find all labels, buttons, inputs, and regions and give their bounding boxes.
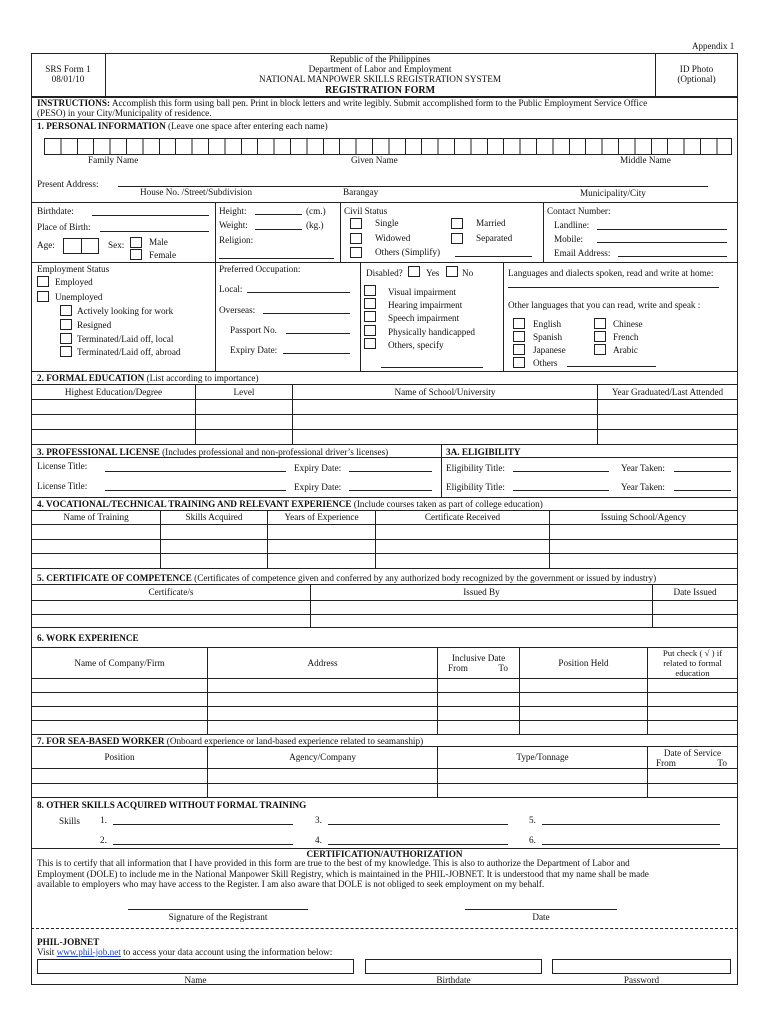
- license-expiry-field-1[interactable]: [349, 471, 432, 472]
- section-3-title: 3. PROFESSIONAL LICENSE: [37, 447, 160, 457]
- license-expiry-label-1: Expiry Date:: [294, 463, 342, 473]
- table-row[interactable]: [32, 769, 738, 784]
- section-3a-title: 3A. ELIGIBILITY: [446, 447, 521, 457]
- col-header: Name of Company/Firm: [32, 648, 208, 679]
- year-taken-field-1[interactable]: [674, 471, 731, 472]
- weight-label: Weight:: [219, 220, 248, 230]
- disabled-label: Disabled?: [366, 268, 403, 278]
- col-header: Years of Experience: [268, 511, 376, 525]
- col-header: Put check ( √ ) if: [662, 648, 723, 658]
- overseas-label: Overseas:: [219, 305, 256, 315]
- table-row[interactable]: [32, 554, 738, 569]
- table-row[interactable]: [32, 721, 738, 735]
- section-5-title: 5. CERTIFICATE OF COMPETENCE: [37, 573, 192, 583]
- contact-number-label: Contact Number:: [547, 206, 611, 216]
- skill-field-3[interactable]: [328, 824, 508, 825]
- license-title-field-2[interactable]: [105, 490, 286, 491]
- visual-label: Visual impairment: [388, 287, 457, 297]
- laid-off-abroad-checkbox[interactable]: [60, 346, 72, 357]
- jobnet-password-label: Password: [623, 975, 660, 985]
- eligibility-label-2: Eligibility Title:: [446, 482, 505, 492]
- female-checkbox[interactable]: [130, 249, 142, 260]
- unemployed-label: Unemployed: [55, 292, 103, 302]
- chinese-label: Chinese: [613, 319, 643, 329]
- landline-label: Landline:: [554, 220, 590, 230]
- license-title-label-1: License Title:: [37, 461, 88, 471]
- present-address-label: Present Address:: [37, 179, 99, 189]
- skill-field-6[interactable]: [542, 844, 720, 845]
- japanese-checkbox[interactable]: [513, 344, 525, 355]
- instructions-text-2: (PESO) in your City/Municipality of residence.: [37, 108, 212, 118]
- jobnet-password-field[interactable]: [552, 959, 731, 974]
- arabic-label: Arabic: [613, 345, 638, 355]
- section-4-note: (Include courses taken as part of college education): [353, 499, 543, 509]
- passport-expiry-label: Expiry Date:: [230, 345, 278, 355]
- speech-label: Speech impairment: [388, 313, 460, 323]
- civil-others-checkbox[interactable]: [350, 247, 362, 258]
- overseas-occupation-field[interactable]: [263, 313, 350, 314]
- french-checkbox[interactable]: [594, 331, 606, 342]
- skill-number-4: 4.: [315, 835, 322, 845]
- eligibility-field-1[interactable]: [513, 471, 609, 472]
- section-1-title: 1. PERSONAL INFORMATION: [37, 121, 166, 131]
- separated-label: Separated: [476, 233, 513, 243]
- col-header: Date Issued: [653, 585, 738, 601]
- skills-label: Skills: [59, 816, 80, 826]
- family-name-label: Family Name: [88, 155, 139, 165]
- appendix-label: Appendix 1: [692, 41, 735, 51]
- section-2-note: (List according to importance): [146, 373, 259, 383]
- instructions-text: Accomplish this form using ball pen. Print in block letters and write legibly. Submit accomplished form to the Public Employment Service Office: [111, 98, 648, 108]
- skill-number-1: 1.: [100, 815, 107, 825]
- house-street-label: House No. /Street/Subdivision: [140, 187, 253, 197]
- single-label: Single: [375, 218, 399, 228]
- single-checkbox[interactable]: [350, 218, 362, 229]
- col-header: Position Held: [520, 648, 648, 679]
- civil-others-label: Others (Simplify): [375, 247, 441, 257]
- col-subheader-from: From: [656, 757, 676, 768]
- skill-field-2[interactable]: [113, 844, 293, 845]
- form-date: 08/01/10: [51, 74, 85, 84]
- form-title: REGISTRATION FORM: [324, 85, 436, 96]
- mobile-label: Mobile:: [554, 234, 584, 244]
- eligibility-field-2[interactable]: [513, 490, 609, 491]
- col-header: Issuing School/Agency: [550, 511, 738, 525]
- lang-others-label: Others: [533, 358, 558, 368]
- col-subheader-to: To: [717, 757, 727, 768]
- skill-number-3: 3.: [315, 815, 322, 825]
- table-row[interactable]: [32, 539, 738, 554]
- table-row[interactable]: [32, 430, 738, 445]
- religion-field[interactable]: [219, 258, 334, 259]
- widowed-checkbox[interactable]: [350, 233, 362, 244]
- married-label: Married: [476, 218, 506, 228]
- chinese-checkbox[interactable]: [594, 318, 606, 329]
- col-header: Issued By: [311, 585, 653, 601]
- spanish-label: Spanish: [533, 332, 563, 342]
- col-header: Level: [196, 385, 293, 400]
- certification-text-3: available to employers who may have access to the Register. I am also aware that DOLE is not obliged to seek employment on my behalf.: [37, 879, 545, 889]
- laid-off-abroad-label: Terminated/Laid off, abroad: [77, 347, 181, 357]
- col-header: Year Graduated/Last Attended: [598, 385, 738, 400]
- speech-checkbox[interactable]: [364, 311, 376, 322]
- employed-label: Employed: [55, 277, 93, 287]
- education-table: [31, 384, 738, 445]
- resigned-label: Resigned: [77, 320, 112, 330]
- female-label: Female: [149, 250, 177, 260]
- height-label: Height:: [219, 206, 247, 216]
- certification-title: CERTIFICATION/AUTHORIZATION: [306, 849, 463, 859]
- japanese-label: Japanese: [533, 345, 566, 355]
- weight-unit: (kg.): [306, 220, 324, 230]
- municipality-label: Municipality/City: [580, 188, 646, 198]
- physical-label: Physically handicapped: [388, 327, 476, 337]
- col-header: related to formal: [663, 658, 722, 668]
- place-of-birth-label: Place of Birth:: [37, 222, 91, 232]
- disabled-yes-checkbox[interactable]: [408, 266, 420, 277]
- signature-field[interactable]: [128, 909, 308, 910]
- col-subheader-from: From: [448, 663, 468, 673]
- section-3-note: (Includes professional and non-professional driver’s licenses): [162, 447, 389, 457]
- civil-status-label: Civil Status: [344, 206, 388, 216]
- col-header: Name of Training: [32, 511, 161, 525]
- skill-field-4[interactable]: [328, 844, 508, 845]
- table-row[interactable]: [32, 693, 738, 707]
- col-header: Inclusive Date: [451, 653, 506, 663]
- disability-others-checkbox[interactable]: [364, 338, 376, 349]
- year-taken-label-2: Year Taken:: [621, 482, 665, 492]
- col-header: Position: [32, 747, 208, 769]
- header-republic: Republic of the Philippines: [329, 54, 431, 64]
- lang-others-field[interactable]: [567, 366, 656, 367]
- disability-others-label: Others, specify: [388, 340, 444, 350]
- work-experience-table: [31, 647, 738, 735]
- jobnet-birthdate-label: Birthdate: [436, 975, 471, 985]
- age-field[interactable]: [63, 238, 99, 254]
- height-field[interactable]: [255, 214, 302, 215]
- section-7-title: 7. FOR SEA-BASED WORKER: [37, 736, 165, 746]
- barangay-label: Barangay: [343, 187, 379, 197]
- preferred-occupation-label: Preferred Occupation:: [219, 264, 301, 274]
- place-of-birth-field[interactable]: [100, 231, 209, 232]
- col-header: Highest Education/Degree: [32, 385, 196, 400]
- resigned-checkbox[interactable]: [60, 319, 72, 330]
- sex-label: Sex:: [108, 240, 125, 250]
- section-2-title: 2. FORMAL EDUCATION: [37, 373, 145, 383]
- table-row[interactable]: [32, 400, 738, 415]
- jobnet-link[interactable]: www.phil-job.net: [56, 947, 121, 957]
- arabic-checkbox[interactable]: [594, 344, 606, 355]
- col-header: Type/Tonnage: [438, 747, 648, 769]
- signature-label: Signature of the Registrant: [168, 912, 268, 922]
- date-label: Date: [532, 912, 550, 922]
- laid-off-local-checkbox[interactable]: [60, 333, 72, 344]
- height-unit: (cm.): [306, 206, 326, 216]
- jobnet-title: PHIL-JOBNET: [37, 937, 100, 947]
- civil-others-field[interactable]: [455, 256, 532, 257]
- separated-checkbox[interactable]: [451, 233, 463, 244]
- year-taken-label-1: Year Taken:: [621, 463, 665, 473]
- col-header: Certificate Received: [376, 511, 550, 525]
- birthdate-field[interactable]: [92, 215, 209, 216]
- section-6-title: 6. WORK EXPERIENCE: [37, 633, 139, 643]
- license-expiry-field-2[interactable]: [349, 490, 432, 491]
- laid-off-local-label: Terminated/Laid off, local: [77, 334, 174, 344]
- disabled-no-checkbox[interactable]: [446, 266, 458, 277]
- english-label: English: [533, 319, 562, 329]
- english-checkbox[interactable]: [513, 318, 525, 329]
- table-row[interactable]: [32, 601, 738, 615]
- license-expiry-label-2: Expiry Date:: [294, 482, 342, 492]
- spanish-checkbox[interactable]: [513, 331, 525, 342]
- col-subheader-to: To: [498, 663, 508, 673]
- section-1-note: (Leave one space after entering each name): [168, 121, 328, 131]
- physical-checkbox[interactable]: [364, 325, 376, 336]
- skill-number-2: 2.: [100, 835, 107, 845]
- skill-field-1[interactable]: [113, 824, 293, 825]
- license-title-field-1[interactable]: [105, 471, 286, 472]
- other-languages-label: Other languages that you can read, write and speak :: [508, 300, 701, 310]
- hearing-checkbox[interactable]: [364, 298, 376, 309]
- id-photo-optional: (Optional): [677, 74, 716, 84]
- table-row[interactable]: [32, 614, 738, 628]
- cut-line: [31, 928, 738, 929]
- jobnet-visit: Visit: [37, 947, 55, 957]
- middle-name-label: Middle Name: [620, 155, 671, 165]
- languages-home-field[interactable]: [508, 287, 719, 288]
- col-header: education: [675, 668, 710, 678]
- certificate-table: [31, 584, 738, 628]
- section-5-note: (Certificates of competence given and conferred by any authorized body recognized by the government or issued by industry): [194, 573, 657, 583]
- looking-checkbox[interactable]: [60, 305, 72, 316]
- table-row[interactable]: [32, 707, 738, 721]
- looking-label: Actively looking for work: [77, 306, 174, 316]
- skill-number-6: 6.: [529, 835, 536, 845]
- disability-others-field[interactable]: [381, 367, 483, 368]
- eligibility-label-1: Eligibility Title:: [446, 463, 505, 473]
- sea-based-table: [31, 746, 738, 798]
- passport-field[interactable]: [286, 333, 350, 334]
- section-7-note: (Onboard experience or land-based experience related to seamanship): [166, 736, 424, 746]
- id-photo-label: ID Photo: [679, 64, 714, 74]
- religion-label: Religion:: [219, 235, 254, 245]
- col-header: Certificate/s: [32, 585, 311, 601]
- hearing-label: Hearing impairment: [388, 300, 463, 310]
- employed-checkbox[interactable]: [37, 276, 49, 287]
- training-table: [31, 510, 738, 569]
- header-system: NATIONAL MANPOWER SKILLS REGISTRATION SYSTEM: [258, 74, 502, 84]
- languages-home-label: Languages and dialects spoken, read and write at home:: [508, 268, 714, 278]
- instructions-label: INSTRUCTIONS:: [37, 98, 111, 108]
- passport-label: Passport No.: [230, 325, 277, 335]
- local-label: Local:: [219, 284, 243, 294]
- table-row[interactable]: [32, 783, 738, 798]
- year-taken-field-2[interactable]: [674, 490, 731, 491]
- age-label: Age:: [37, 240, 55, 250]
- disabled-no-label: No: [462, 268, 474, 278]
- col-header: Name of School/University: [293, 385, 598, 400]
- skill-number-5: 5.: [529, 815, 536, 825]
- mobile-field[interactable]: [597, 242, 727, 243]
- male-checkbox[interactable]: [130, 237, 142, 248]
- given-name-label: Given Name: [351, 155, 398, 165]
- header-department: Department of Labor and Employment: [308, 64, 452, 74]
- lang-others-checkbox[interactable]: [513, 357, 525, 368]
- jobnet-instructions: to access your data account using the information below:: [123, 947, 333, 957]
- name-character-boxes[interactable]: [44, 138, 732, 155]
- landline-field[interactable]: [597, 229, 727, 230]
- birthdate-label: Birthdate:: [37, 206, 74, 216]
- table-row[interactable]: [32, 525, 738, 540]
- employment-status-label: Employment Status: [37, 264, 110, 274]
- certification-text-1: This is to certify that all information that I have provided in this form are true to the best of my knowledge. This is also to authorize the Department of Labor and: [37, 858, 630, 868]
- jobnet-name-field[interactable]: [37, 959, 354, 974]
- section-4-title: 4. VOCATIONAL/TECHNICAL TRAINING AND RELEVANT EXPERIENCE: [37, 499, 352, 509]
- col-header: Skills Acquired: [161, 511, 268, 525]
- form-number: SRS Form 1: [45, 64, 91, 74]
- table-row[interactable]: [32, 679, 738, 693]
- col-header: Agency/Company: [208, 747, 438, 769]
- email-field[interactable]: [618, 256, 727, 257]
- widowed-label: Widowed: [375, 233, 411, 243]
- col-header: Address: [208, 648, 438, 679]
- section-8-title: 8. OTHER SKILLS ACQUIRED WITHOUT FORMAL TRAINING: [37, 800, 307, 810]
- unemployed-checkbox[interactable]: [37, 291, 49, 302]
- license-title-label-2: License Title:: [37, 481, 88, 491]
- french-label: French: [613, 332, 639, 342]
- date-field[interactable]: [465, 909, 617, 910]
- jobnet-birthdate-field[interactable]: [365, 959, 542, 974]
- table-row[interactable]: [32, 415, 738, 430]
- passport-expiry-field[interactable]: [283, 353, 350, 354]
- certification-text-2: Employment (DOLE) to include me in the National Manpower Skill Registry, which is maintained in the PHIL-JOBNET. It is understood that my name shall be made: [37, 869, 649, 879]
- col-header: Date of Service: [663, 747, 722, 758]
- local-occupation-field[interactable]: [247, 292, 350, 293]
- disabled-yes-label: Yes: [426, 268, 440, 278]
- married-checkbox[interactable]: [451, 218, 463, 229]
- visual-checkbox[interactable]: [364, 285, 376, 296]
- email-label: Email Address:: [554, 248, 611, 258]
- skill-field-5[interactable]: [542, 824, 720, 825]
- male-label: Male: [149, 237, 168, 247]
- jobnet-name-label: Name: [184, 975, 207, 985]
- weight-field[interactable]: [255, 229, 302, 230]
